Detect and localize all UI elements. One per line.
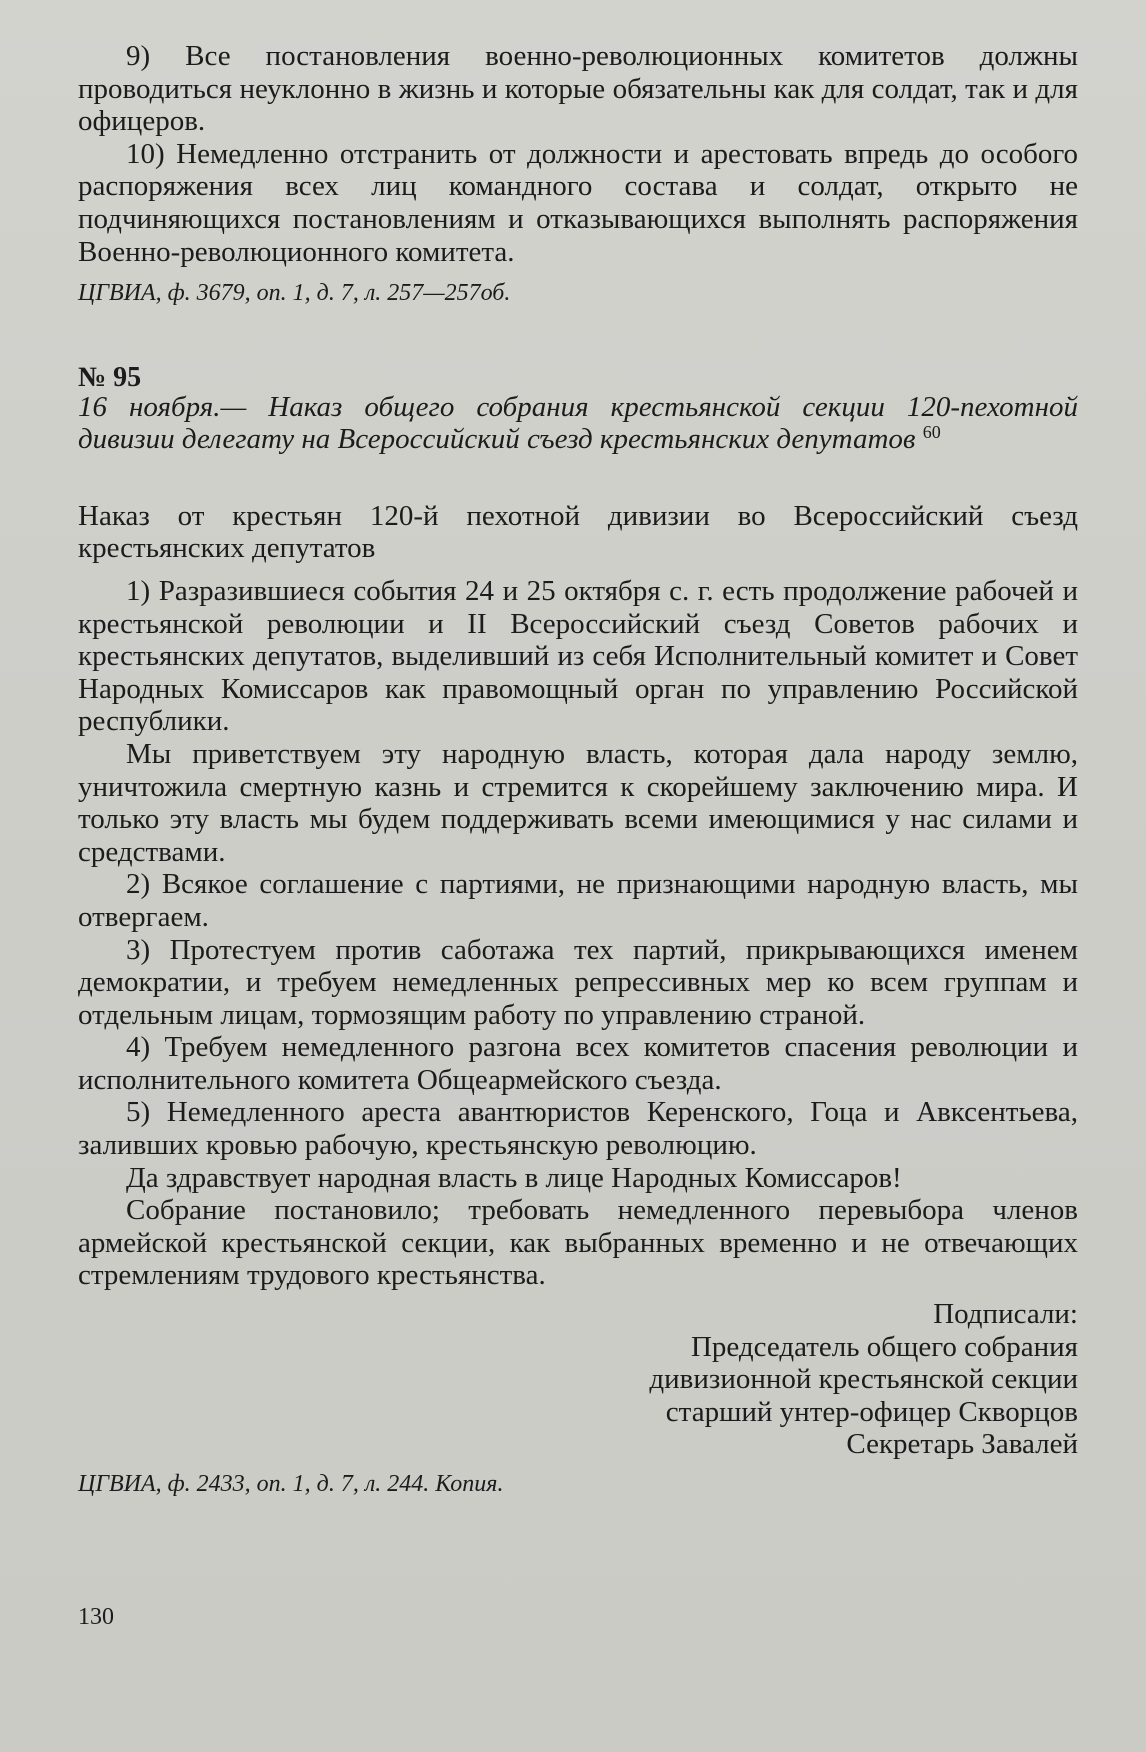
signature-line: Подписали: xyxy=(933,1298,1078,1331)
paragraph-10: 10) Немедленно отстранить от должности и арестовать впредь до особого распоряжения всех лиц командного состава и солдат, открыто не подчиняющихся постановлениям и отказывающихся выполнять распоряжения Военно-революционного комитета. xyxy=(78,137,1078,268)
paragraph-greeting: Мы приветствуем эту народную власть, которая дала народу землю, уничтожила смертную казнь и стремится к скорейшему заключению мира. И только эту власть мы будем поддерживать всеми имеющимися у нас силами и средствами. xyxy=(78,737,1078,868)
signature-line: Секретарь Завалей xyxy=(846,1428,1078,1461)
document-heading xyxy=(78,391,1078,456)
footnote-ref: 60 xyxy=(922,422,941,443)
paragraph-2: 2) Всякое соглашение с партиями, не признающими народную власть, мы отвергаем. xyxy=(78,868,1078,933)
archive-source-top: ЦГВИА, ф. 3679, оп. 1, д. 7, л. 257—257об. xyxy=(78,280,511,307)
paragraph-4: 4) Требуем немедленного разгона всех комитетов спасения революции и исполнительного комитета Общеармейского съезда. xyxy=(78,1031,1078,1096)
paragraph-resolution: Собрание постановило; требовать немедленного перевыбора членов армейской крестьянской секции, как выбранных временно и не отвечающих стремлениям трудового крестьянства. xyxy=(78,1194,1078,1292)
signature-line: дивизионной крестьянской секции xyxy=(649,1363,1078,1396)
paragraph-5: 5) Немедленного ареста авантюристов Керенского, Гоца и Авксентьева, заливших кровью рабочую, крестьянскую революцию. xyxy=(78,1096,1078,1162)
archive-source: ЦГВИА, ф. 2433, оп. 1, д. 7, л. 244. Копия. xyxy=(78,1471,504,1497)
signature-block xyxy=(78,1298,1078,1461)
paragraph-slogan: Да здравствует народная власть в лице Народных Комиссаров! xyxy=(126,1161,902,1194)
paragraph-9: 9) Все постановления военно-революционных комитетов должны проводиться неуклонно в жизнь и которые обязательны как для солдат, так и для офицеров. xyxy=(78,40,1078,138)
document-number: № 95 xyxy=(78,362,142,393)
signature-line: Председатель общего собрания xyxy=(690,1330,1078,1363)
signature-line: старший унтер-офицер Скворцов xyxy=(665,1395,1078,1428)
document-95 xyxy=(78,362,1078,1499)
heading-text: 16 ноября.— Наказ общего собрания крестьянской секции 120-пехотной дивизии делегату на Всероссийский съезд крестьянских депутатов xyxy=(78,390,1078,456)
page-number: 130 xyxy=(78,1604,114,1630)
document-title: Наказ от крестьян 120-й пехотной дивизии во Всероссийский съезд крестьянских депутатов xyxy=(78,499,1078,565)
paragraph-3: 3) Протестуем против саботажа тех партий, прикрывающихся именем демократии, и требуем немедленных репрессивных мер ко всем группам и отдельным лицам, тормозящим работу по управлению страной. xyxy=(78,933,1078,1031)
top-section xyxy=(78,40,1078,308)
paragraph-1: 1) Разразившиеся события 24 и 25 октября с. г. есть продолжение рабочей и крестьянской революции и II Всероссийский съезд Советов рабочих и крестьянских депутатов, выделивший из себя Исполнительный комитет и Совет Народных Комиссаров как правомощный орган по управлению Российской республики. xyxy=(78,574,1078,738)
